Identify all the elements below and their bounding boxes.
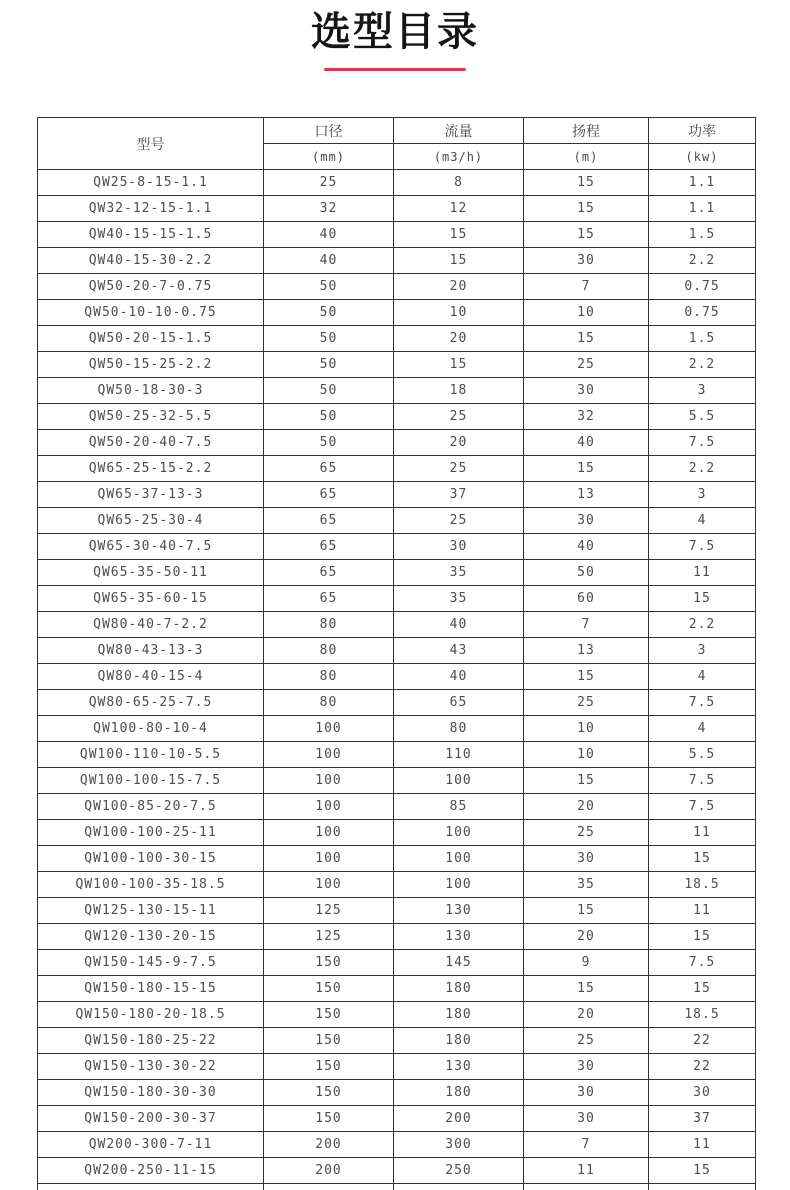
value-cell: 40: [394, 664, 524, 690]
table-row: [38, 1132, 756, 1158]
model-cell: QW100-100-35-18.5: [38, 872, 264, 898]
value-cell: 25: [394, 456, 524, 482]
value-cell: 100: [264, 846, 394, 872]
value-cell: 7.5: [649, 534, 756, 560]
model-cell: QW200-250-11-15: [38, 1158, 264, 1184]
value-cell: 3: [649, 378, 756, 404]
model-cell: QW80-65-25-7.5: [38, 690, 264, 716]
value-cell: 20: [524, 794, 649, 820]
value-cell: 4: [649, 664, 756, 690]
value-cell: 50: [264, 430, 394, 456]
table-row: [38, 404, 756, 430]
column-unit-bore: (mm): [264, 144, 394, 170]
value-cell: 65: [264, 456, 394, 482]
value-cell: 15: [524, 170, 649, 196]
value-cell: 1.5: [649, 222, 756, 248]
value-cell: 30: [649, 1080, 756, 1106]
value-cell: 130: [394, 924, 524, 950]
table-row: [38, 560, 756, 586]
model-cell: QW120-130-20-15: [38, 924, 264, 950]
value-cell: 11: [524, 1158, 649, 1184]
value-cell: 30: [524, 508, 649, 534]
value-cell: 18: [394, 378, 524, 404]
value-cell: 10: [394, 300, 524, 326]
table-row: [38, 638, 756, 664]
value-cell: 65: [264, 508, 394, 534]
table-row: [38, 690, 756, 716]
value-cell: 7.5: [649, 690, 756, 716]
model-cell: QW50-10-10-0.75: [38, 300, 264, 326]
model-cell: QW80-43-13-3: [38, 638, 264, 664]
value-cell: 15: [524, 456, 649, 482]
value-cell: 150: [264, 976, 394, 1002]
table-row: [38, 716, 756, 742]
value-cell: 3: [649, 638, 756, 664]
value-cell: 100: [394, 820, 524, 846]
model-cell: QW25-8-15-1.1: [38, 170, 264, 196]
model-cell: QW150-180-30-30: [38, 1080, 264, 1106]
value-cell: 110: [394, 742, 524, 768]
column-unit-flow: (m3/h): [394, 144, 524, 170]
value-cell: 100: [264, 742, 394, 768]
table-row: [38, 664, 756, 690]
table-row: [38, 430, 756, 456]
value-cell: 11: [649, 560, 756, 586]
value-cell: 40: [394, 612, 524, 638]
table-row: [38, 976, 756, 1002]
value-cell: 300: [394, 1132, 524, 1158]
table-row: [38, 1158, 756, 1184]
value-cell: 7: [524, 612, 649, 638]
value-cell: 30: [524, 378, 649, 404]
model-cell: QW150-200-30-37: [38, 1106, 264, 1132]
value-cell: 180: [394, 976, 524, 1002]
empty-cell: [649, 1184, 756, 1190]
value-cell: 15: [524, 196, 649, 222]
page-header: [0, 0, 790, 71]
model-cell: QW65-37-13-3: [38, 482, 264, 508]
value-cell: 125: [264, 898, 394, 924]
value-cell: 10: [524, 742, 649, 768]
value-cell: 150: [264, 1054, 394, 1080]
table-row: [38, 1106, 756, 1132]
value-cell: 7.5: [649, 950, 756, 976]
value-cell: 50: [264, 300, 394, 326]
value-cell: 15: [524, 768, 649, 794]
value-cell: 50: [264, 378, 394, 404]
value-cell: 30: [524, 1106, 649, 1132]
value-cell: 30: [394, 534, 524, 560]
table-row: [38, 742, 756, 768]
value-cell: 7.5: [649, 430, 756, 456]
value-cell: 2.2: [649, 456, 756, 482]
value-cell: 8: [394, 170, 524, 196]
column-header-model: 型号: [38, 118, 264, 170]
model-cell: QW50-20-40-7.5: [38, 430, 264, 456]
value-cell: 25: [524, 820, 649, 846]
value-cell: 100: [264, 768, 394, 794]
value-cell: 30: [524, 846, 649, 872]
value-cell: 15: [649, 846, 756, 872]
model-cell: QW65-35-50-11: [38, 560, 264, 586]
value-cell: 5.5: [649, 742, 756, 768]
model-cell: QW50-25-32-5.5: [38, 404, 264, 430]
page-title: 选型目录: [311, 10, 479, 54]
model-cell: QW50-18-30-3: [38, 378, 264, 404]
value-cell: 2.2: [649, 612, 756, 638]
value-cell: 250: [394, 1158, 524, 1184]
value-cell: 80: [264, 612, 394, 638]
column-header-head: 扬程: [524, 118, 649, 144]
table-row: [38, 794, 756, 820]
table-row: [38, 1054, 756, 1080]
value-cell: 0.75: [649, 274, 756, 300]
value-cell: 25: [524, 1028, 649, 1054]
value-cell: 100: [264, 872, 394, 898]
value-cell: 50: [264, 404, 394, 430]
value-cell: 200: [264, 1132, 394, 1158]
value-cell: 15: [524, 898, 649, 924]
value-cell: 180: [394, 1002, 524, 1028]
value-cell: 15: [649, 586, 756, 612]
column-header-bore: 口径: [264, 118, 394, 144]
value-cell: 20: [524, 1002, 649, 1028]
model-cell: QW40-15-15-1.5: [38, 222, 264, 248]
header-name-row: [38, 118, 756, 144]
table-row: [38, 456, 756, 482]
table-row: [38, 508, 756, 534]
value-cell: 100: [394, 872, 524, 898]
value-cell: 100: [394, 846, 524, 872]
value-cell: 130: [394, 898, 524, 924]
column-unit-power: (kw): [649, 144, 756, 170]
model-cell: QW100-110-10-5.5: [38, 742, 264, 768]
value-cell: 37: [649, 1106, 756, 1132]
value-cell: 11: [649, 898, 756, 924]
table-row: [38, 170, 756, 196]
value-cell: 150: [264, 950, 394, 976]
model-cell: QW150-145-9-7.5: [38, 950, 264, 976]
model-cell: QW80-40-15-4: [38, 664, 264, 690]
model-cell: QW50-20-15-1.5: [38, 326, 264, 352]
value-cell: 35: [394, 586, 524, 612]
value-cell: 25: [524, 352, 649, 378]
model-cell: QW150-130-30-22: [38, 1054, 264, 1080]
table-row: [38, 1028, 756, 1054]
value-cell: 18.5: [649, 872, 756, 898]
value-cell: 65: [264, 560, 394, 586]
value-cell: 32: [524, 404, 649, 430]
empty-cell: [524, 1184, 649, 1190]
value-cell: 10: [524, 300, 649, 326]
table-row: [38, 612, 756, 638]
model-cell: QW65-25-15-2.2: [38, 456, 264, 482]
table-row: [38, 924, 756, 950]
column-unit-head: (m): [524, 144, 649, 170]
empty-cell: [264, 1184, 394, 1190]
value-cell: 130: [394, 1054, 524, 1080]
table-row: [38, 768, 756, 794]
table-row: [38, 820, 756, 846]
selection-table: [37, 117, 756, 1190]
value-cell: 2.2: [649, 352, 756, 378]
model-cell: QW200-300-7-11: [38, 1132, 264, 1158]
value-cell: 7.5: [649, 768, 756, 794]
value-cell: 1.5: [649, 326, 756, 352]
value-cell: 37: [394, 482, 524, 508]
model-cell: QW50-15-25-2.2: [38, 352, 264, 378]
value-cell: 180: [394, 1080, 524, 1106]
table-row: [38, 222, 756, 248]
value-cell: 40: [264, 248, 394, 274]
value-cell: 1.1: [649, 170, 756, 196]
model-cell: QW50-20-7-0.75: [38, 274, 264, 300]
value-cell: 150: [264, 1080, 394, 1106]
value-cell: 18.5: [649, 1002, 756, 1028]
value-cell: 15: [649, 1158, 756, 1184]
value-cell: 7.5: [649, 794, 756, 820]
value-cell: 20: [394, 430, 524, 456]
value-cell: 145: [394, 950, 524, 976]
title-divider-line: [324, 68, 466, 71]
model-cell: QW150-180-20-18.5: [38, 1002, 264, 1028]
table-row: [38, 482, 756, 508]
model-cell: QW100-100-30-15: [38, 846, 264, 872]
value-cell: 25: [524, 690, 649, 716]
table-row: [38, 534, 756, 560]
table-row: [38, 326, 756, 352]
value-cell: 10: [524, 716, 649, 742]
value-cell: 80: [394, 716, 524, 742]
value-cell: 85: [394, 794, 524, 820]
value-cell: 43: [394, 638, 524, 664]
value-cell: 40: [524, 534, 649, 560]
table-row-partial: [38, 1184, 756, 1190]
value-cell: 65: [264, 586, 394, 612]
value-cell: 80: [264, 690, 394, 716]
model-cell: QW150-180-15-15: [38, 976, 264, 1002]
value-cell: 100: [394, 768, 524, 794]
value-cell: 15: [524, 222, 649, 248]
model-cell: QW125-130-15-11: [38, 898, 264, 924]
model-cell: QW32-12-15-1.1: [38, 196, 264, 222]
value-cell: 15: [394, 248, 524, 274]
value-cell: 40: [264, 222, 394, 248]
value-cell: 180: [394, 1028, 524, 1054]
value-cell: 2.2: [649, 248, 756, 274]
column-header-power: 功率: [649, 118, 756, 144]
value-cell: 11: [649, 1132, 756, 1158]
table-row: [38, 846, 756, 872]
table-row: [38, 1080, 756, 1106]
value-cell: 50: [264, 274, 394, 300]
value-cell: 7: [524, 274, 649, 300]
model-cell: QW40-15-30-2.2: [38, 248, 264, 274]
value-cell: 65: [394, 690, 524, 716]
model-cell: QW150-180-25-22: [38, 1028, 264, 1054]
value-cell: 9: [524, 950, 649, 976]
value-cell: 22: [649, 1054, 756, 1080]
table-row: [38, 898, 756, 924]
table-row: [38, 378, 756, 404]
table-row: [38, 248, 756, 274]
value-cell: 65: [264, 482, 394, 508]
model-cell: QW100-85-20-7.5: [38, 794, 264, 820]
value-cell: 35: [524, 872, 649, 898]
model-cell: QW100-100-15-7.5: [38, 768, 264, 794]
value-cell: 1.1: [649, 196, 756, 222]
value-cell: 65: [264, 534, 394, 560]
value-cell: 20: [524, 924, 649, 950]
table-row: [38, 586, 756, 612]
value-cell: 20: [394, 274, 524, 300]
table-row: [38, 274, 756, 300]
value-cell: 32: [264, 196, 394, 222]
table-row: [38, 352, 756, 378]
value-cell: 15: [394, 352, 524, 378]
table-body: [38, 170, 756, 1190]
value-cell: 200: [264, 1158, 394, 1184]
value-cell: 200: [394, 1106, 524, 1132]
value-cell: 150: [264, 1028, 394, 1054]
value-cell: 3: [649, 482, 756, 508]
value-cell: 30: [524, 1080, 649, 1106]
value-cell: 30: [524, 1054, 649, 1080]
value-cell: 80: [264, 664, 394, 690]
value-cell: 13: [524, 638, 649, 664]
value-cell: 60: [524, 586, 649, 612]
table-row: [38, 872, 756, 898]
value-cell: 12: [394, 196, 524, 222]
value-cell: 100: [264, 820, 394, 846]
value-cell: 150: [264, 1002, 394, 1028]
model-cell: QW65-30-40-7.5: [38, 534, 264, 560]
model-cell: QW65-25-30-4: [38, 508, 264, 534]
value-cell: 25: [264, 170, 394, 196]
model-cell: QW100-100-25-11: [38, 820, 264, 846]
value-cell: 15: [524, 976, 649, 1002]
value-cell: 50: [524, 560, 649, 586]
value-cell: 22: [649, 1028, 756, 1054]
value-cell: 11: [649, 820, 756, 846]
value-cell: 5.5: [649, 404, 756, 430]
value-cell: 50: [264, 326, 394, 352]
column-header-flow: 流量: [394, 118, 524, 144]
table-row: [38, 300, 756, 326]
empty-cell: [38, 1184, 264, 1190]
table-header: [38, 118, 756, 170]
value-cell: 80: [264, 638, 394, 664]
model-cell: QW80-40-7-2.2: [38, 612, 264, 638]
value-cell: 15: [394, 222, 524, 248]
value-cell: 4: [649, 716, 756, 742]
table-row: [38, 1002, 756, 1028]
value-cell: 4: [649, 508, 756, 534]
value-cell: 25: [394, 404, 524, 430]
value-cell: 0.75: [649, 300, 756, 326]
model-cell: QW65-35-60-15: [38, 586, 264, 612]
value-cell: 15: [649, 924, 756, 950]
value-cell: 15: [524, 326, 649, 352]
value-cell: 35: [394, 560, 524, 586]
value-cell: 15: [524, 664, 649, 690]
value-cell: 100: [264, 716, 394, 742]
value-cell: 7: [524, 1132, 649, 1158]
value-cell: 15: [649, 976, 756, 1002]
table-row: [38, 196, 756, 222]
value-cell: 30: [524, 248, 649, 274]
value-cell: 13: [524, 482, 649, 508]
value-cell: 50: [264, 352, 394, 378]
value-cell: 40: [524, 430, 649, 456]
value-cell: 100: [264, 794, 394, 820]
value-cell: 25: [394, 508, 524, 534]
value-cell: 125: [264, 924, 394, 950]
value-cell: 20: [394, 326, 524, 352]
model-cell: QW100-80-10-4: [38, 716, 264, 742]
value-cell: 150: [264, 1106, 394, 1132]
empty-cell: [394, 1184, 524, 1190]
table-row: [38, 950, 756, 976]
